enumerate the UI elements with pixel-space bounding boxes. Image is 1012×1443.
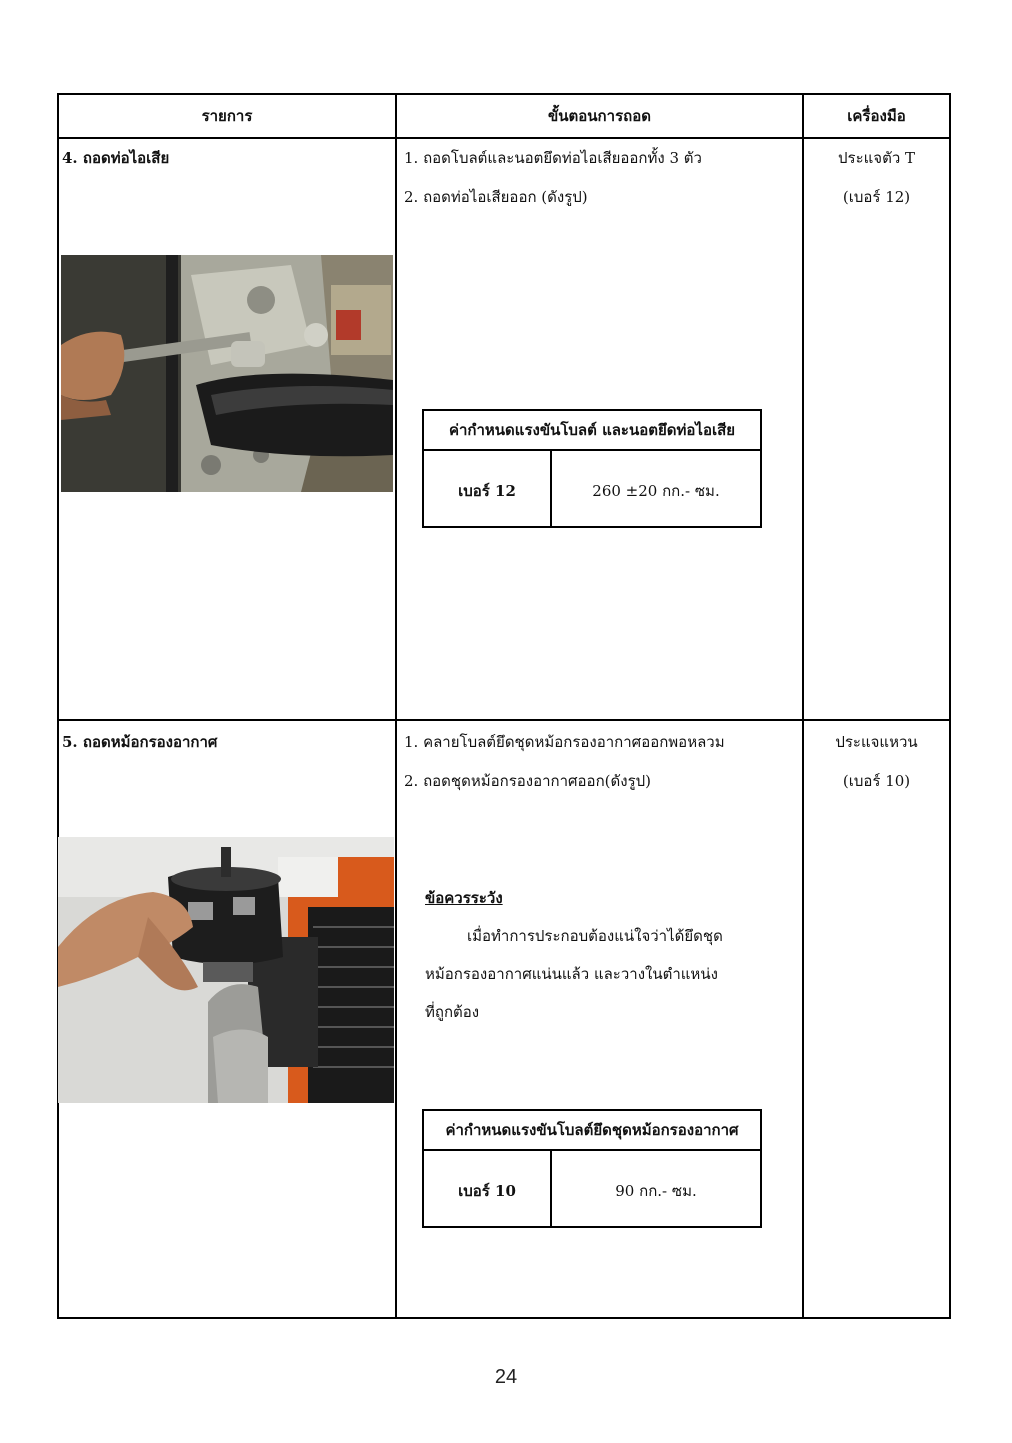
- page-number: 24: [494, 1366, 518, 1388]
- caution-body: [425, 917, 795, 1031]
- row-2-tool-line-1: ประแจแหวน: [835, 733, 918, 751]
- caution-line-2: หม้อกรองอากาศแน่นแล้ว และวางในตำแหน่ง: [425, 965, 718, 983]
- row-1-spec-key: เบอร์ 12: [458, 482, 516, 500]
- row-2-tool-line-2: (เบอร์ 10): [842, 772, 911, 790]
- row-2-spec-key: เบอร์ 10: [458, 1182, 516, 1200]
- row-2-item-title: 5. ถอดหม้อกรองอากาศ: [62, 733, 218, 751]
- row-2-step-1: 1. คลายโบลต์ยึดชุดหม้อกรองอากาศออกพอหลวม: [404, 733, 725, 751]
- row-1-torque-spec-table: [422, 409, 762, 528]
- row-1-step-1: 1. ถอดโบลต์และนอตยึดท่อไอเสียออกทั้ง 3 ตัว: [404, 149, 702, 167]
- header-item: รายการ: [201, 107, 253, 125]
- row-separator: [57, 719, 951, 721]
- row-2-torque-spec-table: [422, 1109, 762, 1228]
- exhaust-pipe-removal-photo: [61, 255, 393, 492]
- table-top-border: [57, 93, 951, 95]
- row-1-tool-line-2: (เบอร์ 12): [842, 188, 911, 206]
- row-1-step-2: 2. ถอดท่อไอเสียออก (ดังรูป): [404, 188, 588, 206]
- row-1-tool-line-1: ประแจตัว T: [837, 149, 916, 167]
- header-tools: เครื่องมือ: [847, 107, 906, 125]
- table-bottom-border: [57, 1317, 951, 1319]
- caution-title: ข้อควรระวัง: [425, 889, 503, 907]
- table-left-border: [57, 93, 59, 1319]
- row-2-spec-title: ค่ากำหนดแรงขันโบลต์ยึดชุดหม้อกรองอากาศ: [424, 1111, 760, 1151]
- table-right-border: [949, 93, 951, 1319]
- row-2-step-2: 2. ถอดชุดหม้อกรองอากาศออก(ดังรูป): [404, 772, 651, 790]
- header-bottom-border: [57, 137, 951, 139]
- caution-line-1: เมื่อทำการประกอบต้องแน่ใจว่าได้ยึดชุด: [467, 927, 723, 945]
- header-steps: ขั้นตอนการถอด: [548, 107, 651, 125]
- row-1-spec-title: ค่ากำหนดแรงขันโบลต์ และนอตยึดท่อไอเสีย: [424, 411, 760, 451]
- row-2-spec-value: 90 กก.- ซม.: [615, 1182, 697, 1200]
- column-divider-1: [395, 93, 397, 1319]
- caution-line-3: ที่ถูกต้อง: [425, 1003, 480, 1021]
- row-1-item-title: 4. ถอดท่อไอเสีย: [62, 149, 170, 167]
- column-divider-2: [802, 93, 804, 1319]
- air-cleaner-removal-photo: [58, 837, 394, 1103]
- row-1-spec-value: 260 ±20 กก.- ซม.: [592, 482, 720, 500]
